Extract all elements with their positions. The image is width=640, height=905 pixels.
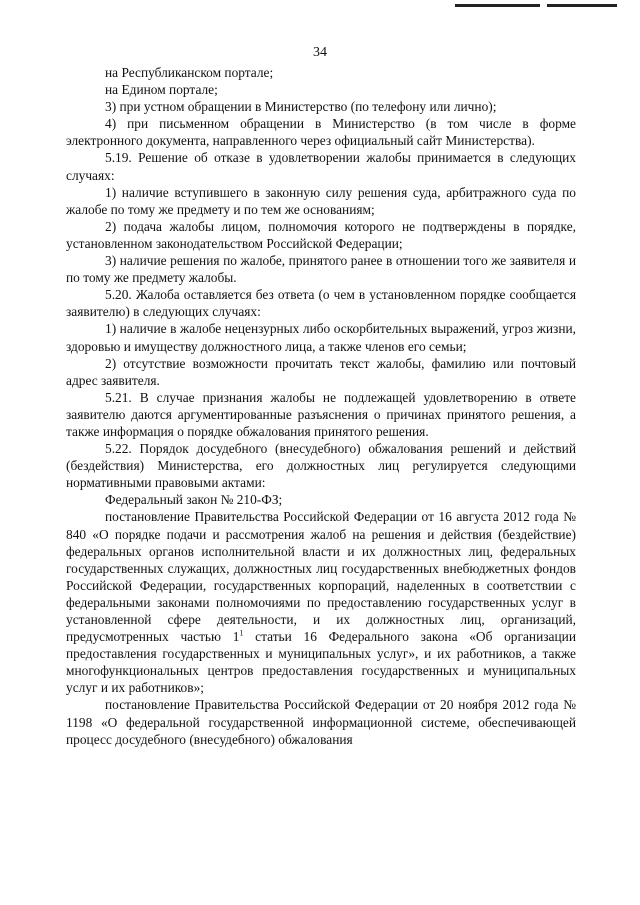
paragraph: Федеральный закон № 210-ФЗ; [105,492,283,508]
resolution-1198-paragraph: постановление Правительства Российской Федерации от 20 ноября 2012 года № 1198 «О федеральной государственной информационной системе, обеспечивающей процесс досудебного (внесудебного) обжалования [66,697,576,747]
paragraph: 2) отсутствие возможности прочитать текст жалобы, фамилию или почтовый адрес заявителя. [66,355,576,388]
paragraph: 1) наличие вступившего в законную силу решения суда, арбитражного суда по жалобе по тому же предмету и по тем же основаниям; [66,184,576,217]
clause-5-22: 5.22. Порядок досудебного (внесудебного) обжалования решений и действий (бездействия) Министерства, его должностных лиц регулируется следующими нормативными правовыми актами: [66,441,576,491]
clause-5-20: 5.20. Жалоба оставляется без ответа (о чем в установленном порядке сообщается заявителю) в следующих случаях: [66,287,576,320]
resolution-840-paragraph [66,508,576,696]
page-number: 34 [313,45,327,60]
resolution-840-text-cont: статьи 16 Федерального закона «Об организации предоставления государственных и муниципальных услуг», и их работников, а также многофункциональных центров предоставления государственных и муниципальных услуг и их работников»; [66,629,576,696]
paragraph: 3) при устном обращении в Министерство (по телефону или лично); [105,99,497,115]
paragraph: 4) при письменном обращении в Министерство (в том числе в форме электронного документа, направленного через официальный сайт Министерства). [66,116,576,149]
clause-5-21: 5.21. В случае признания жалобы не подлежащей удовлетворению в ответе заявителю даются аргументированные разъяснения о причинах принятого решения, а также информация о порядке обжалования принятого решения. [66,389,576,439]
clause-5-19: 5.19. Решение об отказе в удовлетворении жалобы принимается в следующих случаях: [66,150,576,183]
paragraph: на Республиканском портале; [105,65,274,80]
paragraph: 1) наличие в жалобе нецензурных либо оскорбительных выражений, угроз жизни, здоровью и имуществу должностного лица, а также членов его семьи; [66,321,576,354]
document-body [66,64,576,748]
resolution-840-text: постановление Правительства Российской Федерации от 16 августа 2012 года № 840 «О порядке подачи и рассмотрения жалоб на решения и действия (бездействие) федеральных органов исполнительной власти и их должностных лиц, федеральных государственных служащих, должностных лиц государственных внебюджетных фондов Российской Федерации, государственных корпораций, наделенных в соответствии с федеральными законами полномочиями по предоставлению государственных услуг в установленной сфере деятельности, и их должностных лиц, организаций, предусмотренных частью 1 [66,509,576,645]
paragraph: 2) подача жалобы лицом, полномочия которого не подтверждены в порядке, установленном законодательством Российской Федерации; [66,218,576,251]
top-rule-right [547,4,617,7]
paragraph: на Едином портале; [105,82,218,98]
paragraph: 3) наличие решения по жалобе, принятого ранее в отношении того же заявителя и по тому же предмету жалобы. [66,253,576,286]
top-rule-left [455,4,540,7]
superscript: 1 [239,628,244,638]
